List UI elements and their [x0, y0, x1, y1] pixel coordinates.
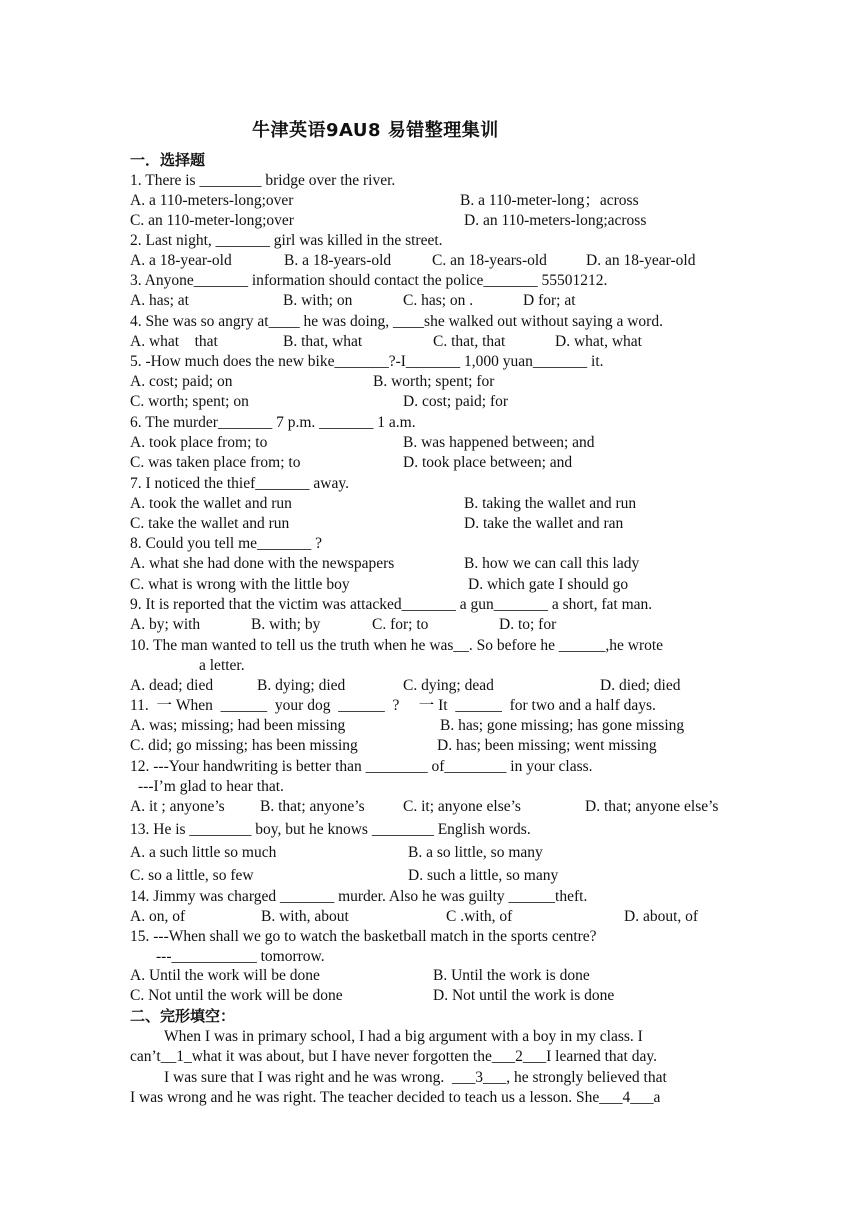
q6-option-d: D. took place between; and [403, 454, 573, 471]
q4-option-b: B. that, what [283, 333, 363, 350]
question-15-reply: ---___________ tomorrow. [156, 948, 325, 965]
question-1: 1. There is ________ bridge over the river. [130, 172, 396, 189]
q12-option-d: D. that; anyone else’s [585, 798, 719, 815]
q12-option-a: A. it ; anyone’s [130, 798, 225, 815]
question-7: 7. I noticed the thief_______ away. [130, 475, 349, 492]
q1-option-a: A. a 110-meters-long;over [130, 192, 294, 209]
question-12: 12. ---Your handwriting is better than ________ of________ in your class. [130, 758, 593, 775]
q8-option-c: C. what is wrong with the little boy [130, 576, 350, 593]
q15-option-d: D. Not until the work is done [433, 987, 615, 1004]
q10-option-a: A. dead; died [130, 677, 214, 694]
q2-option-b: B. a 18-years-old [284, 252, 392, 269]
question-12-reply: ---I’m glad to hear that. [138, 778, 284, 795]
q11-option-d: D. has; been missing; went missing [437, 737, 657, 754]
q3-option-c: C. has; on . [403, 292, 474, 309]
question-5: 5. -How much does the new bike_______?-I_______ 1,000 yuan_______ it. [130, 353, 604, 370]
q8-option-b: B. how we can call this lady [464, 555, 640, 572]
q7-option-b: B. taking the wallet and run [464, 495, 637, 512]
question-6: 6. The murder_______ 7 p.m. _______ 1 a.m. [130, 414, 416, 431]
q13-option-d: D. such a little, so many [408, 867, 559, 884]
question-15: 15. ---When shall we go to watch the basketball match in the sports centre? [130, 928, 597, 945]
question-4: 4. She was so angry at____ he was doing, ____she walked out without saying a word. [130, 313, 663, 330]
q15-option-b: B. Until the work is done [433, 967, 590, 984]
q13-option-b: B. a so little, so many [408, 844, 543, 861]
q8-option-a: A. what she had done with the newspapers [130, 555, 395, 572]
q4-option-a: A. what that [130, 333, 218, 350]
q6-option-c: C. was taken place from; to [130, 454, 301, 471]
q5-option-c: C. worth; spent; on [130, 393, 249, 410]
q13-option-a: A. a such little so much [130, 844, 277, 861]
q10-option-c: C. dying; dead [403, 677, 494, 694]
q10-option-d: D. died; died [600, 677, 681, 694]
q9-option-b: B. with; by [251, 616, 321, 633]
q8-option-d: D. which gate I should go [468, 576, 629, 593]
q15-option-c: C. Not until the work will be done [130, 987, 343, 1004]
q11-option-b: B. has; gone missing; has gone missing [440, 717, 685, 734]
q2-option-d: D. an 18-year-old [586, 252, 696, 269]
q9-option-a: A. by; with [130, 616, 201, 633]
question-14: 14. Jimmy was charged _______ murder. Also he was guilty ______theft. [130, 888, 588, 905]
q11-option-a: A. was; missing; had been missing [130, 717, 346, 734]
section-heading-choice: 一．选择题 [130, 151, 206, 169]
q3-option-b: B. with; on [283, 292, 353, 309]
q12-option-c: C. it; anyone else’s [403, 798, 521, 815]
question-10-continued: a letter. [199, 657, 245, 674]
q7-option-a: A. took the wallet and run [130, 495, 292, 512]
cloze-paragraph-2-line-1: I was sure that I was right and he was wrong. ___3___, he strongly believed that [164, 1069, 667, 1086]
q6-option-b: B. was happened between; and [403, 434, 595, 451]
q11-option-c: C. did; go missing; has been missing [130, 737, 358, 754]
cloze-paragraph-2-line-2: I was wrong and he was right. The teacher decided to teach us a lesson. She___4___a [130, 1089, 661, 1106]
q9-option-c: C. for; to [372, 616, 429, 633]
document-title: 牛津英语9AU8 易错整理集训 [252, 120, 499, 141]
q14-option-d: D. about, of [624, 908, 699, 925]
q4-option-c: C. that, that [433, 333, 506, 350]
q9-option-d: D. to; for [499, 616, 557, 633]
q15-option-a: A. Until the work will be done [130, 967, 320, 984]
q1-option-c: C. an 110-meter-long;over [130, 212, 294, 229]
cloze-paragraph-1-line-1: When I was in primary school, I had a big argument with a boy in my class. I [164, 1028, 643, 1045]
q5-option-b: B. worth; spent; for [373, 373, 495, 390]
q13-option-c: C. so a little, so few [130, 867, 254, 884]
question-11: 11. 一 When ______ your dog ______ ? 一 It ______ for two and a half days. [130, 697, 656, 714]
q5-option-a: A. cost; paid; on [130, 373, 233, 390]
q6-option-a: A. took place from; to [130, 434, 268, 451]
question-3: 3. Anyone_______ information should contact the police_______ 55501212. [130, 272, 608, 289]
q7-option-c: C. take the wallet and run [130, 515, 290, 532]
question-13: 13. He is ________ boy, but he knows ________ English words. [130, 821, 531, 838]
question-8: 8. Could you tell me_______ ? [130, 535, 323, 552]
q1-option-b: B. a 110-meter-long；across [460, 192, 639, 209]
q5-option-d: D. cost; paid; for [403, 393, 509, 410]
q3-option-a: A. has; at [130, 292, 189, 309]
q1-option-d: D. an 110-meters-long;across [464, 212, 647, 229]
question-2: 2. Last night, _______ girl was killed in the street. [130, 232, 443, 249]
cloze-paragraph-1-line-2: can’t__1_what it was about, but I have never forgotten the___2___I learned that day. [130, 1048, 657, 1065]
q3-option-d: D for; at [523, 292, 576, 309]
q10-option-b: B. dying; died [257, 677, 346, 694]
question-10: 10. The man wanted to tell us the truth when he was__. So before he ______,he wrote [130, 637, 664, 654]
q2-option-a: A. a 18-year-old [130, 252, 232, 269]
q14-option-c: C .with, of [446, 908, 513, 925]
q14-option-b: B. with, about [261, 908, 349, 925]
q12-option-b: B. that; anyone’s [260, 798, 365, 815]
question-9: 9. It is reported that the victim was attacked_______ a gun_______ a short, fat man. [130, 596, 653, 613]
section-heading-cloze: 二、完形填空： [130, 1007, 236, 1025]
q4-option-d: D. what, what [555, 333, 642, 350]
q2-option-c: C. an 18-years-old [432, 252, 547, 269]
q14-option-a: A. on, of [130, 908, 186, 925]
q7-option-d: D. take the wallet and ran [464, 515, 624, 532]
